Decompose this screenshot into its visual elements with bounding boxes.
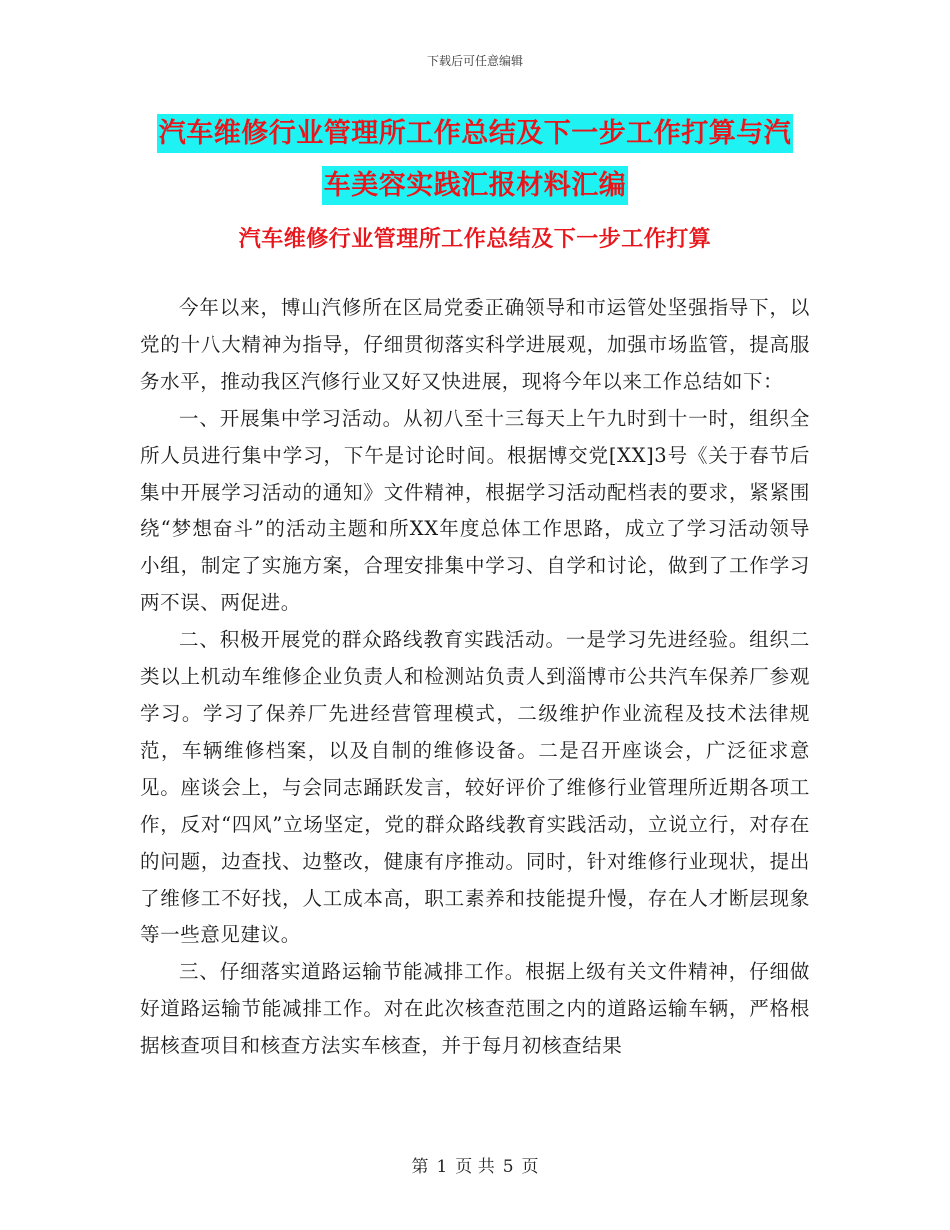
paragraph-3: 三、仔细落实道路运输节能减排工作。根据上级有关文件精神，仔细做好道路运输节能减排工作。对在此次核查范围之内的道路运输车辆，严格根据核查项目和核查方法实车核查，并于每月初核查结果	[140, 960, 810, 1058]
footer-prefix: 第	[411, 1157, 429, 1177]
title-line-1: 汽车维修行业管理所工作总结及下一步工作打算与汽	[157, 114, 794, 153]
section-title: 汽车维修行业管理所工作总结及下一步工作打算	[238, 226, 712, 252]
footer-total-pages: 5	[502, 1157, 514, 1177]
document-body	[140, 290, 810, 1065]
header-note: 下载后可任意编辑	[426, 54, 523, 68]
footer-suffix: 页	[521, 1157, 539, 1177]
document-title	[140, 108, 810, 212]
title-line-2: 车美容实践汇报材料汇编	[322, 166, 629, 205]
paragraph-2: 二、积极开展党的群众路线教育实践活动。一是学习先进经验。组织二类以上机动车维修企业负责人和检测站负责人到淄博市公共汽车保养厂参观学习。学习了保养厂先进经营管理模式，二级维护作业流程及技术法律规范，车辆维修档案，以及自制的维修设备。二是召开座谈会，广泛征求意见。座谈会上，与会同志踊跃发言，较好评价了维修行业管理所近期各项工作，反对“四风”立场坚定，党的群众路线教育实践活动，立说立行，对存在的问题，边查找、边整改，健康有序推动。同时，针对维修行业现状，提出了维修工不好找，人工成本高，职工素养和技能提升慢，存在人才断层现象等一些意见建议。	[140, 628, 810, 947]
paragraph-1: 一、开展集中学习活动。从初八至十三每天上午九时到十一时，组织全所人员进行集中学习，下午是讨论时间。根据博交党[XX]3号《关于春节后集中开展学习活动的通知》文件精神，根据学习活动配档表的要求，紧紧围绕“梦想奋斗”的活动主题和所XX年度总体工作思路，成立了学习活动领导小组，制定了实施方案，合理安排集中学习、自学和讨论，做到了工作学习两不误、两促进。	[140, 406, 810, 615]
footer-mid: 页 共	[455, 1157, 495, 1177]
paragraph-intro: 今年以来，博山汽修所在区局党委正确领导和市运管处坚强指导下，以党的十八大精神为指导，仔细贯彻落实科学进展观，加强市场监管，提高服务水平，推动我区汽修行业又好又快进展，现将今年以来工作总结如下：	[140, 296, 810, 393]
footer-current-page: 1	[436, 1157, 448, 1177]
page-footer	[0, 1152, 950, 1177]
